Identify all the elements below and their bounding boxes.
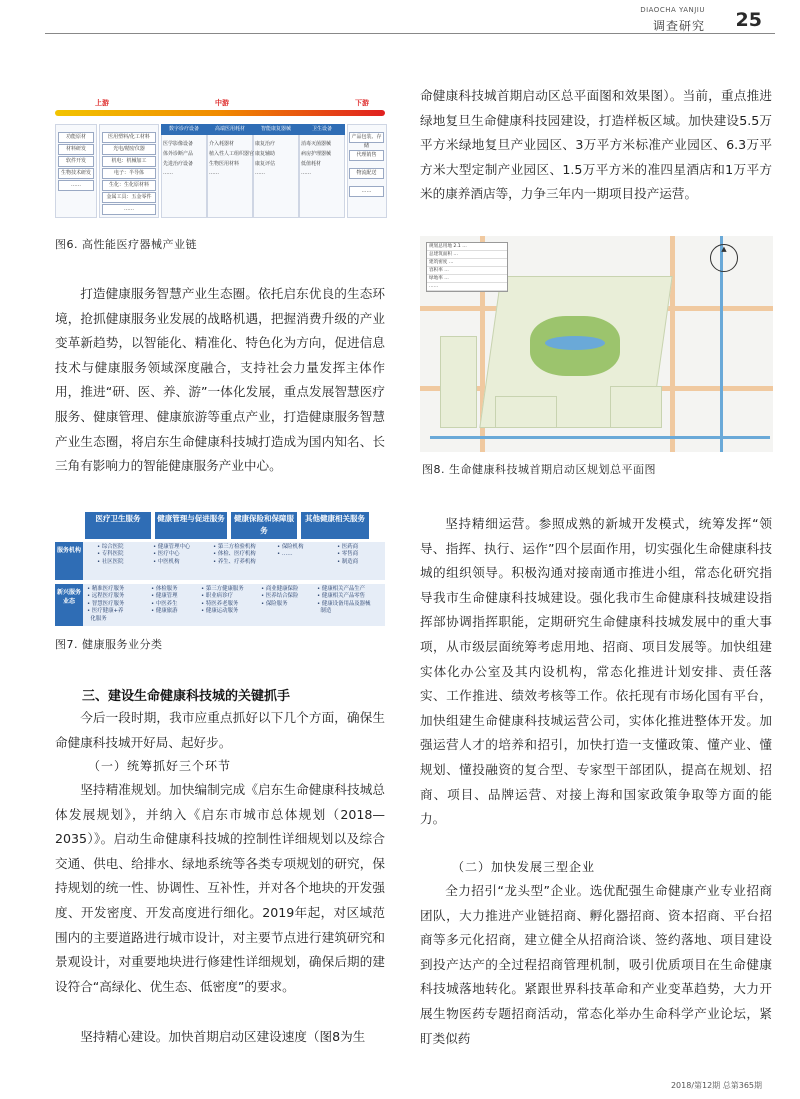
col5-item: …… [255, 170, 265, 176]
col4-head: 高端医用耗材 [207, 124, 253, 135]
issue-footer: 2018/第12期 总第365期 [670, 1081, 762, 1090]
col4-item: …… [209, 170, 219, 176]
building-block [495, 396, 557, 428]
left-paragraph-4: 坚持精心建设。加快首期启动区建设速度（图8为生 [80, 1029, 366, 1044]
figure-6-industry-chain [55, 98, 385, 220]
legend-row: 建筑密度 … [427, 259, 507, 267]
right-paragraph-3: 全力招引“龙头型”企业。选优配强生命健康产业专业招商团队，大力推进产业链招商、孵化器招商、资本招商、平台招商等多元化招商，建立健全从招商洽谈、签约落地、项目建设到投产达产的全过程招商管理机制，吸引优质项目在生命健康科技城落地转化。紧跟世界科技革命和产业变革趋势，大力开展生物医药专题招商活动，常态化举办生命科学产业论坛，紧盯类似药 [420, 883, 772, 1046]
row2-items: • 体检服务 • 健康管理 • 中医养生 • 健康旅游 [151, 586, 178, 615]
col6-item: 病房护理器械 [301, 151, 332, 157]
col5-item: 康复评估 [255, 161, 276, 167]
row1-items: • 保险机构 • …… [277, 544, 304, 558]
building-block [610, 386, 662, 428]
col3-head: 数字诊疗设备 [161, 124, 207, 135]
figure-8-caption: 图8. 生命健康科技城首期启动区规划总平面图 [422, 463, 656, 476]
category-arrow: 医疗卫生服务 [85, 512, 151, 539]
col1-item: 功能原材 [58, 132, 94, 143]
plan-legend [426, 242, 508, 292]
river [430, 436, 770, 439]
building-block [440, 336, 477, 428]
row-label: 新兴服务业态 [55, 584, 83, 626]
right-paragraph-1: 命健康科技城首期启动区总平面图和效果图）。当前，重点推进绿地复旦生命健康科技园建设，打造样板区域。加快建设5.5万平方米绿地复旦产业园区、3万平方米标准产业园区、6.3万平方米大型定制产业园区、1.5万平方米的准四星酒店和1万平方米的康养酒店等，力争三年内一期项目投产运营。 [420, 88, 772, 202]
col6-item: 消毒灭菌器械 [301, 141, 332, 147]
chain-gradient-bar [55, 110, 385, 116]
legend-row: 总建筑面积 … [427, 251, 507, 259]
section-heading: 三、建设生命健康科技城的关键抓手 [82, 689, 291, 704]
col1-item: 材料研发 [58, 144, 94, 155]
legend-row: 容积率 … [427, 267, 507, 275]
midstream-label: 中游 [215, 99, 229, 107]
col3-item: 先进治疗设备 [163, 161, 194, 167]
col1-item: 软件开发 [58, 156, 94, 167]
journal-name-cn: 调查研究 [652, 19, 705, 33]
col2-item: 机电：机械加工 [102, 156, 156, 167]
col7-item: …… [349, 186, 384, 197]
page-number: 25 [735, 9, 762, 31]
row1-items: • 健康管理中心 • 医疗中心 • 中医机构 [153, 544, 191, 565]
legend-row: 规划总用地 2.1 … [427, 243, 507, 251]
col7-item: 代理销售 [349, 150, 384, 161]
row1-items: • 医药商 • 零售商 • 制造商 [337, 544, 359, 565]
col3-item: 体外诊断产品 [163, 151, 194, 157]
row1-items: • 第三方检验机构 • 体检、医疗机构 • 养生、疗养机构 [213, 544, 256, 565]
figure-8-site-plan [420, 236, 773, 452]
left-paragraph-1: 打造健康服务智慧产业生态圈。依托启东优良的生态环境，抢抓健康服务业发展的战略机遇，把握消费升级的产业变革新趋势，以智能化、精准化、特色化为方向，促进信息技术与健康服务领域深度融合，支持社会力量发挥主体作用，推进“研、医、养、游”一体化发展，重点发展智慧医疗服务、健康管理、健康旅游等重点产业，打造健康服务智慧产业生态圈，将启东生命健康科技城打造成为国内知名、长三角有影响力的智能健康服务产业中心。 [55, 286, 385, 474]
col3-item: …… [163, 170, 173, 176]
col1-item: …… [58, 180, 94, 191]
subsection-heading-2: （二）加快发展三型企业 [452, 860, 596, 874]
col1-item: 生物技术研发 [58, 168, 94, 179]
row2-items: • 商业健康保险 • 医养结合保险 • 保险服务 [261, 586, 299, 607]
header-rule [45, 33, 775, 34]
row2-items: • 第三方健康服务 • 职业病诊疗 • 特医养老服务 • 健康运动服务 [201, 586, 244, 615]
row1-items: • 综合医院 • 专科医院 • 社区医院 [97, 544, 124, 565]
col4-item: 介入耗器材 [209, 141, 235, 147]
col2-item: 金属工具：五金零件 [102, 192, 156, 203]
row-label: 服务机构 [55, 542, 83, 580]
legend-row: …… [427, 283, 507, 291]
col5-item: 康复辅助 [255, 151, 276, 157]
col2-item: 电子：半导体 [102, 168, 156, 179]
figure-7-health-service-classification [55, 508, 385, 626]
col7-item: 物流配送 [349, 168, 384, 179]
col5-item: 康复治疗 [255, 141, 276, 147]
col6-item: 低值耗材 [301, 161, 322, 167]
col6-head: 卫生设备 [299, 124, 345, 135]
road [670, 236, 675, 452]
category-arrow: 健康管理与促进服务 [155, 512, 227, 539]
figure-7-caption: 图7. 健康服务业分类 [55, 638, 163, 651]
col3-item: 医学影像设备 [163, 141, 194, 147]
col2-item: 医用塑料/化工材料 [102, 132, 156, 143]
north-arrow-icon: ▲ [710, 244, 738, 272]
col2-item: 生化：生化原材料 [102, 180, 156, 191]
central-lake [545, 336, 605, 350]
legend-row: 绿地率 … [427, 275, 507, 283]
col2-item: 光电/精密仪器 [102, 144, 156, 155]
left-paragraph-2: 今后一段时期，我市应重点抓好以下几个方面，确保生命健康科技城开好局、起好步。 [55, 710, 385, 750]
col5-head: 智能康复器械 [253, 124, 299, 135]
category-arrow: 健康保险和保障服务 [231, 512, 297, 539]
row2-items: • 精准医疗服务 • 远程医疗服务 • 智慧医疗服务 • 医疗健康+养 化服务 [87, 586, 125, 622]
category-arrow: 其他健康相关服务 [301, 512, 369, 539]
right-paragraph-2: 坚持精细运营。参照成熟的新城开发模式，统筹发挥“领导、指挥、执行、运作”四个层面作用，切实强化生命健康科技城的组织领导。积极沟通对接南通市推进小组，常态化研究指导我市生命健康科技城建设。强化我市生命健康科技城建设指挥部协调指挥职能，定期研究生命健康科技城发展中的重大事项，从市级层面统筹考虑用地、招商、项目发展等。加快组建实体化办公室及其内设机构，常态化推进计划安排、责任落实、工作推进、绩效考核等工作。依托现有市场化国有平台，加快组建生命健康科技城运营公司，实体化推进整体开发。加强运营人才的培养和招引，加快打造一支懂政策、懂产业、懂规划、懂投融资的复合型、专家型干部团队，提高在规划、招商、项目、品牌运营、对接上海和国家政策争取等方面的能力。 [420, 516, 772, 827]
col4-item: 生物医用材料 [209, 161, 240, 167]
upstream-label: 上游 [95, 99, 109, 107]
left-paragraph-3: 坚持精准规划。加快编制完成《启东生命健康科技城总体发展规划》，并纳入《启东市城市总体规划（2018—2035）》。启动生命健康科技城的控制性详细规划以及综合交通、供电、给排水、绿地系统等各类专项规划的研究，保持规划的统一性、协调性、互补性，并对各个地块的开发强度、开发密度、开发高度进行细化。2019年起，对区域范围内的主要道路进行城市设计，对主要节点进行建筑研究和景观设计，对重要地块进行修建性详细规划，确保后期的建设符合“高绿化、优生态、低密度”的要求。 [55, 782, 385, 994]
col7-item: 产品包装、存储 [349, 132, 384, 143]
col2-item: …… [102, 204, 156, 215]
col4-item: 植入性人工组织器官 [209, 151, 255, 157]
downstream-label: 下游 [355, 99, 369, 107]
subsection-heading-1: （一）统筹抓好三个环节 [88, 759, 232, 773]
row2-items: • 健康相关产品生产 • 健康相关产品零售 • 健康设备用品及器械 制造 [317, 586, 371, 615]
figure-6-caption: 图6. 高性能医疗器械产业链 [55, 238, 197, 251]
col6-item: …… [301, 170, 311, 176]
journal-name-en: DIAOCHA YANJIU [640, 6, 705, 14]
